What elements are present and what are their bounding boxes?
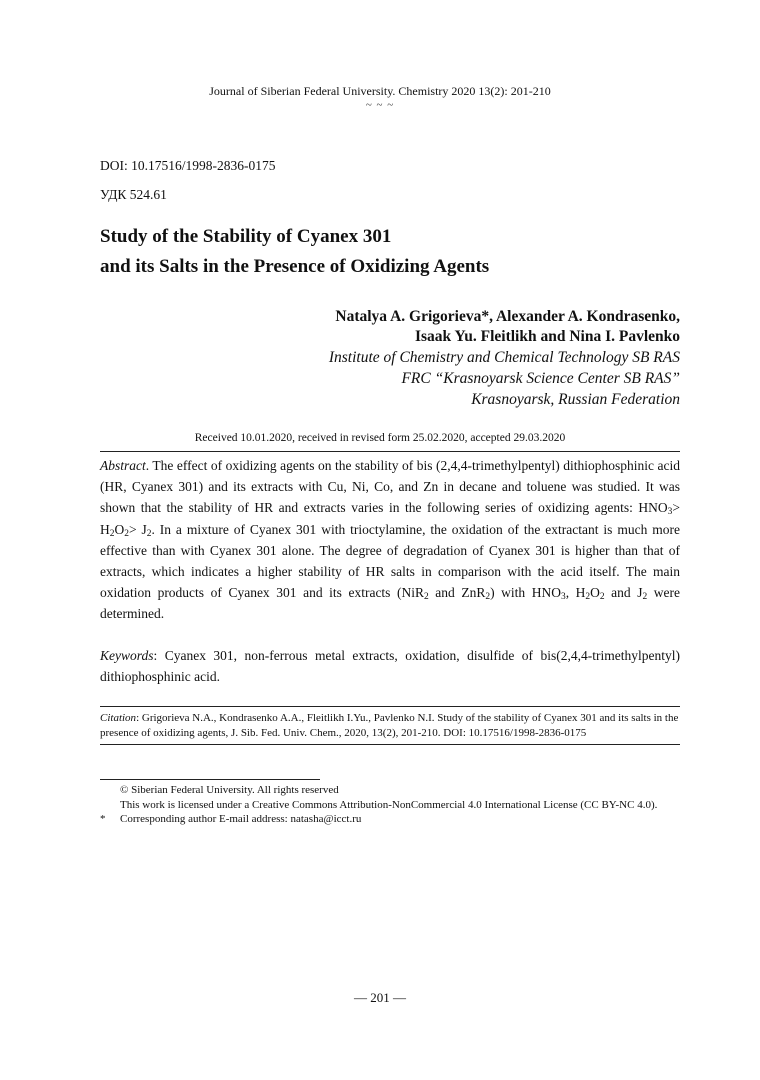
citation-label: Citation [100, 712, 137, 724]
divider [100, 451, 680, 452]
authors-line-1: Natalya A. Grigorieva*, Alexander A. Kondrasenko, [335, 308, 680, 325]
abstract-label: Abstract [100, 458, 146, 473]
corresponding-author-note: * Corresponding author E-mail address: natasha@icct.ru [100, 813, 362, 825]
affiliation-line-2: FRC “Krasnoyarsk Science Center SB RAS” [401, 370, 680, 387]
journal-header: Journal of Siberian Federal University. Chemistry 2020 13(2): 201-210 [209, 84, 551, 98]
divider [100, 744, 680, 745]
citation: Citation: Grigorieva N.A., Kondrasenko A.A., Fleitlikh I.Yu., Pavlenko N.I. Study of the stability of Cyanex 301 and its salts in the presence of oxidizing agents, J. Sib. Fed. Univ. Chem., 2020, 13(2), 201-210. DOI: 10.17516/1998-2836-0175 [100, 712, 679, 739]
doi: DOI: 10.17516/1998-2836-0175 [100, 158, 276, 173]
copyright-note: © Siberian Federal University. All rights reserved [120, 784, 339, 796]
header-ornament: ~ ~ ~ [365, 99, 395, 111]
divider [100, 706, 680, 707]
paper-title-line-1: Study of the Stability of Cyanex 301 [100, 226, 392, 247]
affiliation-line-1: Institute of Chemistry and Chemical Technology SB RAS [328, 349, 680, 366]
footnote-divider [100, 779, 320, 780]
abstract: Abstract. The effect of oxidizing agents on the stability of bis (2,4,4-trimethylpentyl) dithiophosphinic acid (HR, Cyanex 301) and its extracts with Cu, Ni, Co, and Zn in decane and toluene was studied. It was shown that the stability of HR and extracts varies in the following series of oxidizing agents: $HNO_3> H_2O_2> J_2$. In a mixture of Cyanex 301 with trioctylamine, the oxidation of the extractant is much more effective than with Cyanex 301 alone. The degree of degradation of Cyanex 301 is higher than that of extracts, which indicates a higher stability of HR salts in comparison with the acid itself. The main oxidation products of Cyanex 301 and its extracts (NiR$_2$ and ZnR$_2$) with $HNO_3$, $H_2O_2$ and $J_2$ were determined. [100, 458, 681, 622]
page-number: — 201 — [354, 990, 406, 1005]
keywords: Keywords: Cyanex 301, non-ferrous metal extracts, oxidation, disulfide of bis(2,4,4-trimethylpentyl) dithiophosphinic acid. [100, 648, 680, 685]
udk-code: УДК 524.61 [100, 187, 167, 202]
keywords-label: Keywords [100, 648, 154, 663]
affiliation-line-3: Krasnoyarsk, Russian Federation [471, 391, 680, 408]
paper-title-line-2: and its Salts in the Presence of Oxidizing Agents [100, 256, 490, 277]
license-note: This work is licensed under a Creative Commons Attribution-NonCommercial 4.0 International License (CC BY-NC 4.0). [120, 799, 658, 811]
received-dates: Received 10.01.2020, received in revised form 25.02.2020, accepted 29.03.2020 [194, 432, 566, 444]
authors-line-2: Isaak Yu. Fleitlikh and Nina I. Pavlenko [414, 328, 680, 345]
footnote-marker: * [100, 813, 106, 825]
